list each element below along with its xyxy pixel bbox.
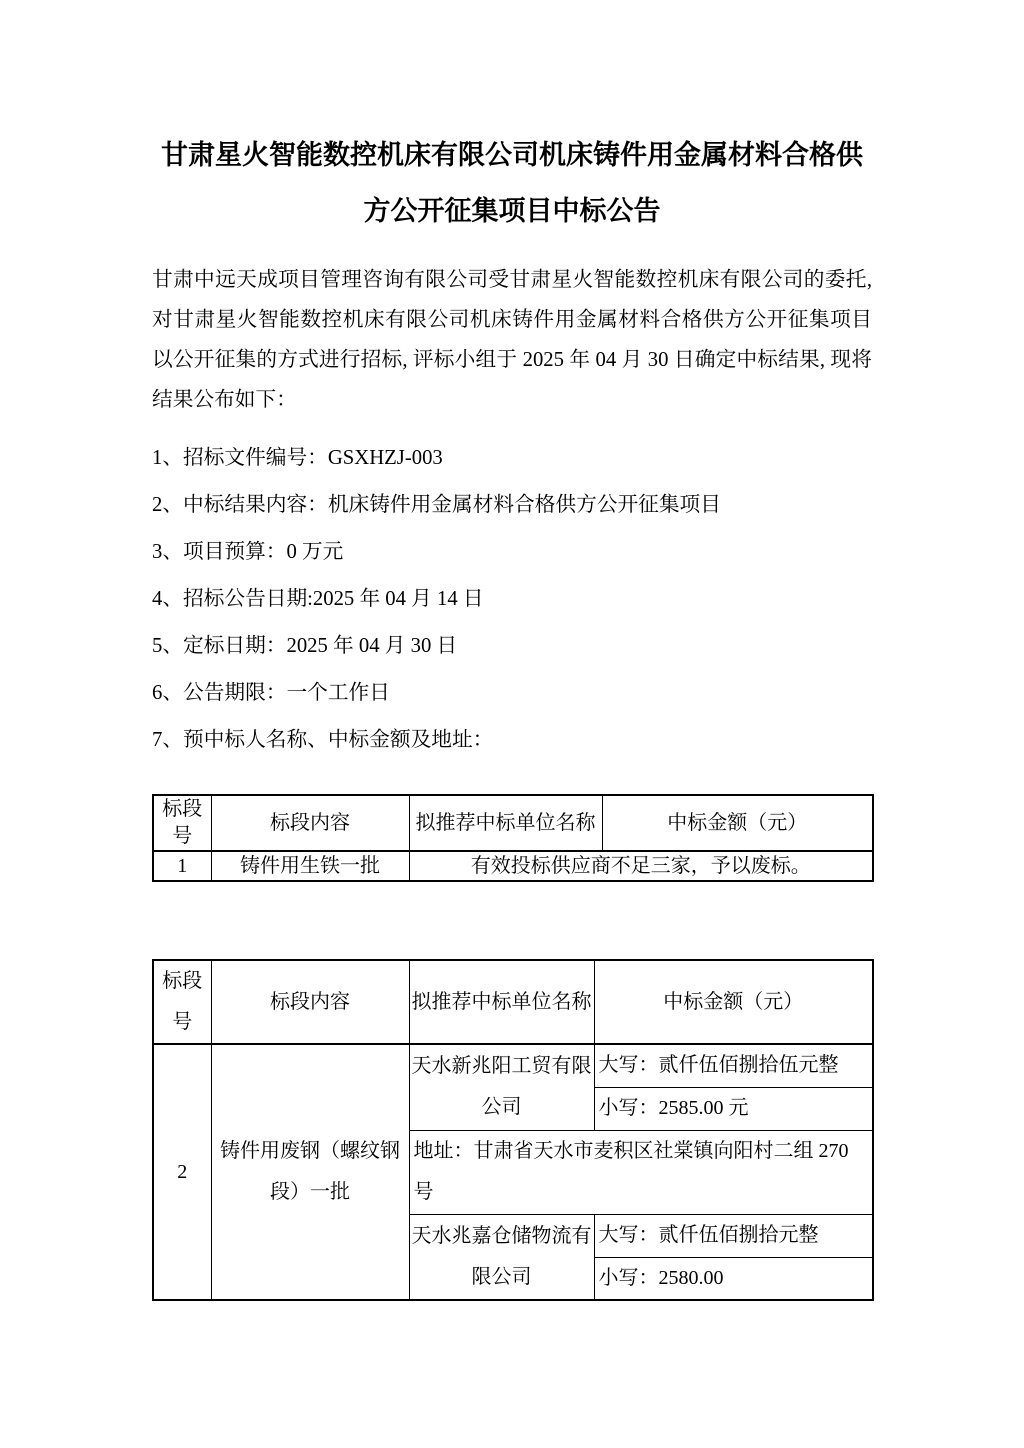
winner1-address: 地址：甘肃省天水市麦积区社棠镇向阳村二组 270 号 <box>409 1130 873 1214</box>
lot1-number: 1 <box>153 851 211 881</box>
announcement-list <box>152 438 872 761</box>
lot2-content: 铸件用废钢（螺纹钢段）一批 <box>211 1044 409 1300</box>
intro-paragraph: 甘肃中远天成项目管理咨询有限公司受甘肃星火智能数控机床有限公司的委托,对甘肃星火智能数控机床有限公司机床铸件用金属材料合格供方公开征集项目以公开征集的方式进行招标, 评标小组于 2025 年 04 月 30 日确定中标结果, 现将结果公布如下： <box>152 269 872 411</box>
winner2-amount-capitals: 大写：贰仟伍佰捌拾元整 <box>594 1214 873 1257</box>
list-item-award-content: 2、中标结果内容：机床铸件用金属材料合格供方公开征集项目 <box>152 494 721 516</box>
table1-header-lot-no: 标段号 <box>153 795 211 851</box>
table1-data-row <box>153 851 873 881</box>
table1-header-row <box>153 795 873 851</box>
table1-header-lot-content: 标段内容 <box>211 795 409 851</box>
table2-header-award-amount: 中标金额（元） <box>594 960 873 1044</box>
document-content <box>152 0 872 1301</box>
list-item-award-date: 5、定标日期：2025 年 04 月 30 日 <box>152 635 458 657</box>
winner2-name: 天水兆嘉仓储物流有限公司 <box>409 1214 594 1300</box>
lot1-result-table <box>152 794 874 882</box>
page-title: 甘肃星火智能数控机床有限公司机床铸件用金属材料合格供方公开征集项目中标公告 <box>161 140 863 226</box>
lot1-content: 铸件用生铁一批 <box>211 851 409 881</box>
list-item-tender-notice-date: 4、招标公告日期:2025 年 04 月 14 日 <box>152 588 484 610</box>
list-item-project-budget: 3、项目预算：0 万元 <box>152 541 344 563</box>
table2-header-lot-no: 标段号 <box>153 960 211 1044</box>
lot1-result: 有效投标供应商不足三家，予以废标。 <box>409 851 873 881</box>
winner1-amount-capitals: 大写：贰仟伍佰捌拾伍元整 <box>594 1044 873 1087</box>
table2-header-lot-content: 标段内容 <box>211 960 409 1044</box>
list-item-tender-doc-number: 1、招标文件编号：GSXHZJ-003 <box>152 447 443 469</box>
winner1-amount-numeric: 小写：2585.00 元 <box>594 1087 873 1130</box>
list-item-notice-period: 6、公告期限：一个工作日 <box>152 682 390 704</box>
lot2-number: 2 <box>153 1044 211 1300</box>
winner1-caps-row <box>153 1044 873 1087</box>
table1-header-award-amount: 中标金额（元） <box>602 795 873 851</box>
lot2-result-table <box>152 959 874 1301</box>
table2-header-row <box>153 960 873 1044</box>
table2-header-recommended-winner: 拟推荐中标单位名称 <box>409 960 594 1044</box>
winner1-name: 天水新兆阳工贸有限公司 <box>409 1044 594 1130</box>
table1-header-recommended-winner: 拟推荐中标单位名称 <box>409 795 602 851</box>
winner2-amount-numeric: 小写：2580.00 <box>594 1257 873 1300</box>
list-item-winner-info-heading: 7、预中标人名称、中标金额及地址： <box>152 729 494 751</box>
